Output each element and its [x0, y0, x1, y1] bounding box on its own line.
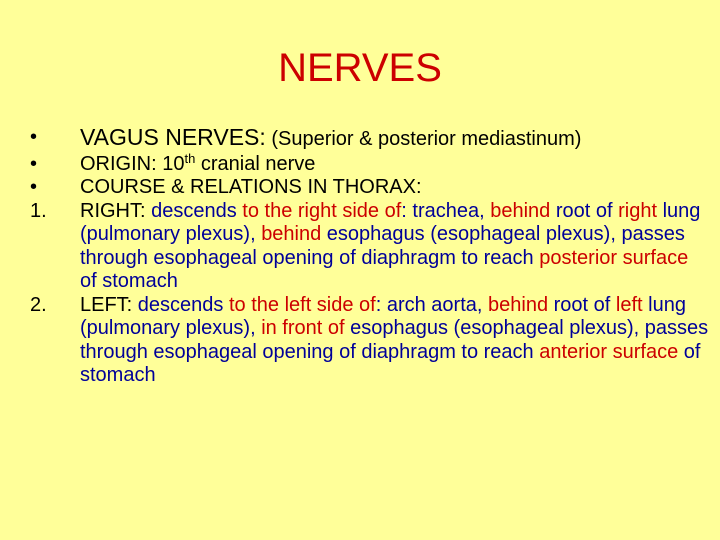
number-marker: 1.: [30, 199, 47, 222]
bullet-marker: •: [30, 176, 38, 198]
right-lung: lung (pulmonary plexus),: [80, 199, 701, 245]
list-item-right: [30, 200, 710, 294]
left-arch-aorta: : arch aorta,: [375, 293, 489, 316]
left-esophagus: esophagus (esophageal plexus), passes through esophageal opening of diaphragm to reach: [80, 317, 709, 363]
left-label: LEFT:: [80, 293, 138, 316]
bullet-marker: •: [30, 152, 38, 175]
right-trachea: : trachea,: [401, 199, 491, 222]
list-item-course: [30, 176, 710, 200]
right-stomach: of stomach: [80, 270, 178, 292]
left-root-of: root of: [553, 293, 616, 316]
origin-detail: cranial nerve: [195, 152, 316, 175]
left-behind: behind: [488, 293, 554, 316]
right-descends: descends: [151, 199, 243, 222]
list-item-left: [30, 294, 710, 388]
left-descends: descends: [137, 293, 229, 316]
number-marker: 2.: [30, 293, 47, 316]
list-item-origin: [30, 150, 710, 177]
list-item-vagus: [30, 126, 710, 152]
left-word: left: [615, 293, 643, 316]
left-in-front-of: in front of: [261, 317, 345, 339]
left-stomach: of stomach: [80, 340, 701, 386]
right-posterior-surface: posterior surface: [539, 246, 689, 269]
right-esophagus: esophagus (esophageal plexus), passes through esophageal opening of diaphragm to reach: [80, 223, 685, 269]
bullet-marker: •: [30, 126, 38, 148]
right-side-phrase: to the right side of: [242, 199, 402, 222]
vagus-location: (Superior & posterior mediastinum): [265, 128, 582, 150]
right-behind-2: behind: [261, 223, 322, 245]
content-list: [30, 126, 710, 388]
left-side-phrase: to the left side of: [228, 293, 376, 316]
right-behind: behind: [490, 199, 556, 222]
left-lung: lung (pulmonary plexus),: [80, 293, 686, 339]
right-label: RIGHT:: [80, 199, 152, 222]
origin-heading: ORIGIN: 10: [80, 152, 185, 175]
course-heading: COURSE & RELATIONS IN THORAX:: [80, 176, 422, 198]
left-anterior-surface: anterior surface: [539, 340, 679, 363]
right-word: right: [618, 199, 658, 222]
right-root-of: root of: [555, 199, 619, 222]
slide-title: NERVES: [278, 46, 442, 90]
vagus-heading: VAGUS NERVES:: [80, 124, 266, 150]
origin-superscript: th: [184, 150, 196, 166]
